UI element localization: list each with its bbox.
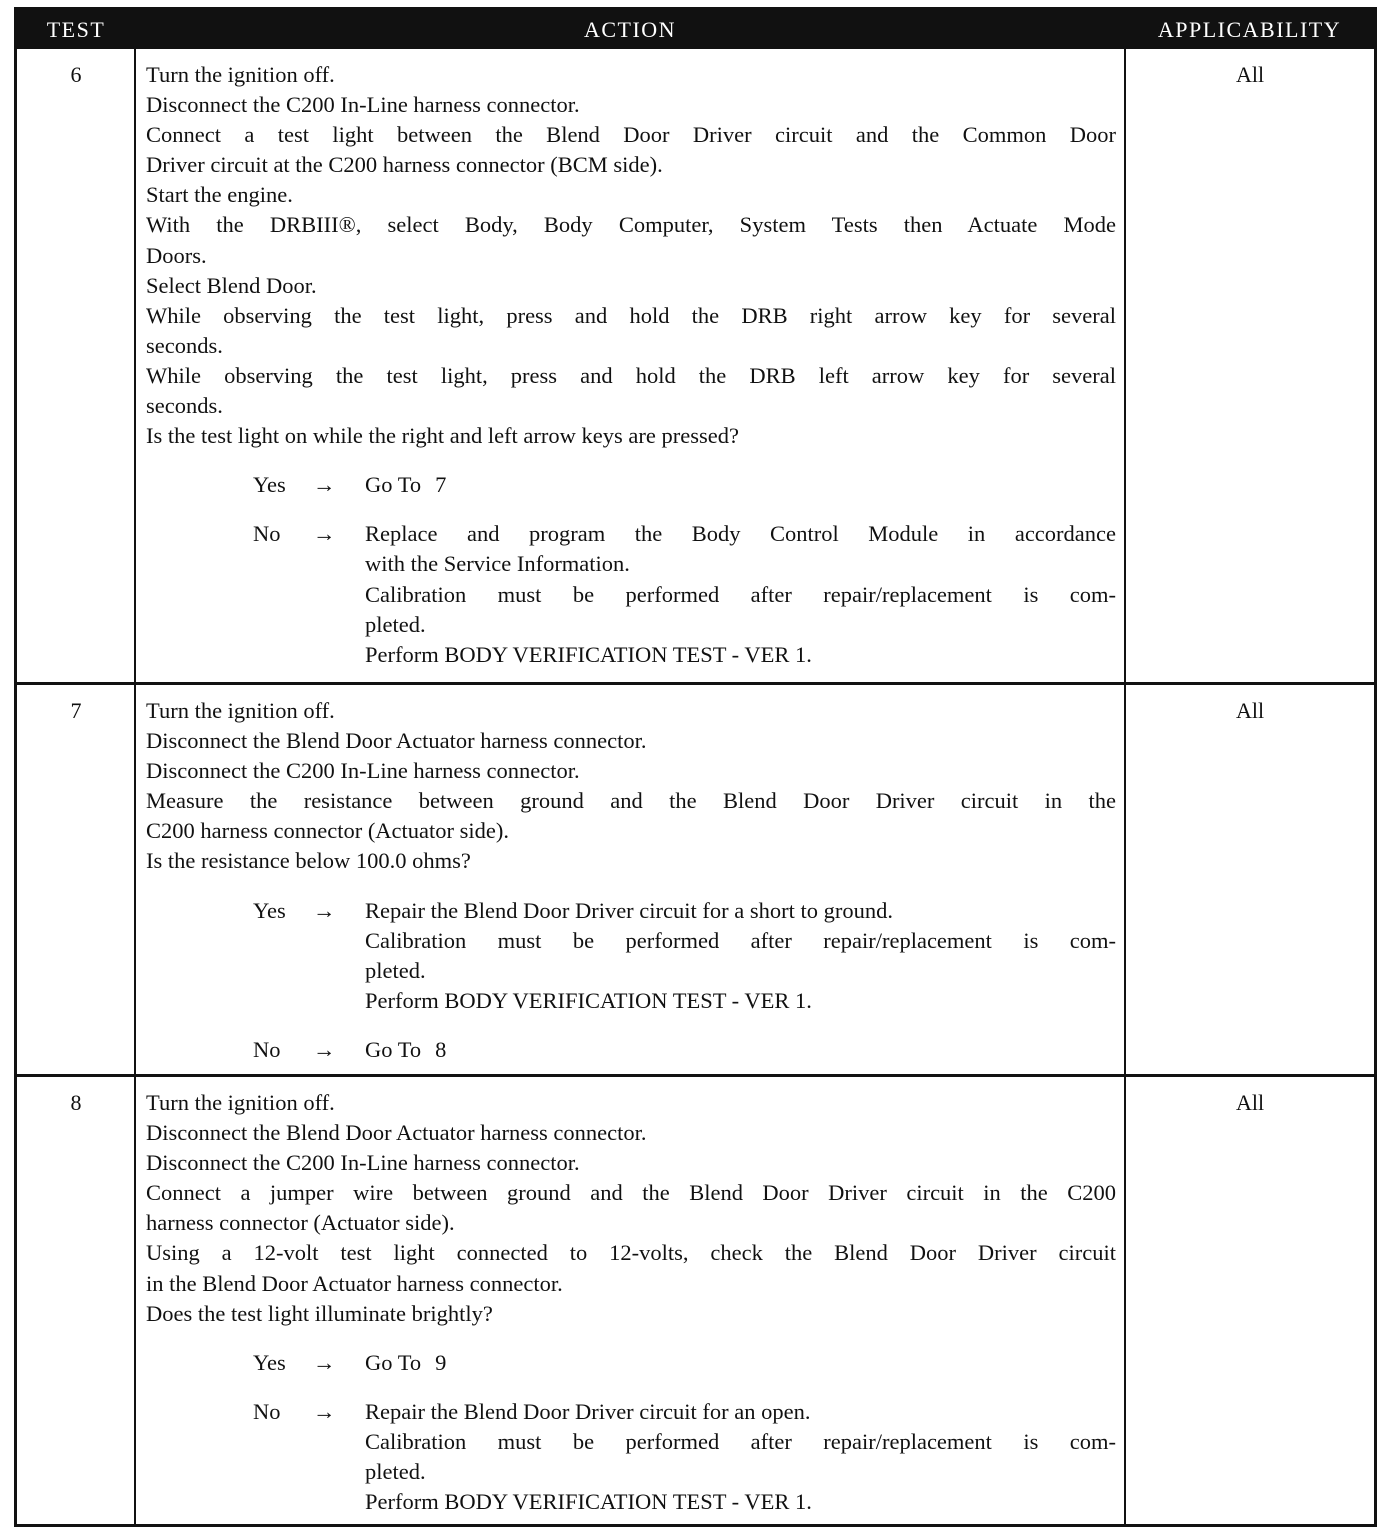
table-row-test-8 — [17, 1074, 1374, 1524]
action-step: Turn the ignition off. — [146, 62, 335, 87]
yes-label: Yes — [253, 472, 286, 498]
goto-number: 9 — [435, 1349, 447, 1375]
action-step: Does the test light illuminate brightly? — [146, 1300, 493, 1326]
action-step: Is the test light on while the right and left arrow keys are pressed? — [146, 423, 739, 449]
action-step: Turn the ignition off. — [146, 1090, 335, 1115]
column-divider — [134, 49, 136, 682]
yes-result — [146, 470, 1116, 500]
action-step: Measure the resistance between ground and the Blend Door Driver circuit in the — [146, 788, 1116, 814]
action-step: in the Blend Door Actuator harness connector. — [146, 1270, 563, 1296]
diagnostic-test-table — [14, 7, 1377, 1527]
test-number: 6 — [70, 62, 82, 87]
action-cell — [146, 1088, 1116, 1517]
result-line: pleted. — [365, 1459, 426, 1485]
table-row-test-7 — [17, 682, 1374, 1074]
result-instructions — [365, 896, 1116, 1016]
action-step: seconds. — [146, 393, 223, 419]
result-line: pleted. — [365, 611, 426, 637]
right-arrow-icon: → — [313, 1036, 336, 1062]
applicability-value: All — [1235, 698, 1265, 723]
header-action: ACTION — [583, 17, 677, 42]
action-cell — [146, 60, 1116, 670]
yes-result — [146, 896, 1116, 1016]
action-step: Doors. — [146, 242, 207, 268]
result-line: Calibration must be performed after repair/replacement is com- — [365, 927, 1116, 953]
action-step: Using a 12-volt test light connected to 12-volts, check the Blend Door Driver circuit — [146, 1240, 1116, 1266]
goto-number: 7 — [435, 472, 447, 498]
action-step: Connect a test light between the Blend Door Driver circuit and the Common Door — [146, 122, 1116, 148]
action-step: Select Blend Door. — [146, 272, 317, 298]
result-line: Replace and program the Body Control Module in accordance — [365, 521, 1116, 547]
yes-result — [146, 1348, 1116, 1378]
goto-instruction — [365, 1035, 1116, 1065]
right-arrow-icon: → — [313, 472, 336, 498]
goto-instruction — [365, 470, 1116, 500]
right-arrow-icon: → — [313, 521, 336, 547]
yes-label: Yes — [253, 897, 286, 923]
goto-text: Go To — [365, 1349, 422, 1375]
result-instructions — [365, 1397, 1116, 1517]
action-step: Connect a jumper wire between ground and the Blend Door Driver circuit in the C200 — [146, 1180, 1116, 1206]
action-step: seconds. — [146, 332, 223, 358]
action-step: Start the engine. — [146, 182, 293, 208]
applicability-value: All — [1235, 1090, 1265, 1115]
right-arrow-icon: → — [313, 897, 336, 923]
column-divider — [1124, 685, 1126, 1074]
result-line: Calibration must be performed after repair/replacement is com- — [365, 1428, 1116, 1454]
goto-text: Go To — [365, 1036, 422, 1062]
action-step: C200 harness connector (Actuator side). — [146, 818, 510, 844]
header-applicability: APPLICABILITY — [1157, 17, 1342, 42]
action-step: Disconnect the Blend Door Actuator harness connector. — [146, 728, 647, 754]
result-line: Repair the Blend Door Driver circuit for an open. — [365, 1398, 811, 1424]
column-divider — [134, 1077, 136, 1524]
header-test: TEST — [46, 17, 106, 42]
column-divider — [1124, 1077, 1126, 1524]
yes-label: Yes — [253, 1349, 286, 1375]
result-line: Repair the Blend Door Driver circuit for a short to ground. — [365, 897, 893, 923]
action-step: While observing the test light, press and hold the DRB right arrow key for several — [146, 302, 1116, 328]
no-result — [146, 519, 1116, 669]
no-label: No — [253, 1036, 281, 1062]
action-step: Disconnect the C200 In-Line harness connector. — [146, 92, 580, 118]
right-arrow-icon: → — [313, 1398, 336, 1424]
goto-number: 8 — [435, 1036, 447, 1062]
action-step: With the DRBIII®, select Body, Body Computer, System Tests then Actuate Mode — [146, 212, 1116, 238]
table-row-test-6 — [17, 49, 1374, 682]
action-step: Disconnect the Blend Door Actuator harness connector. — [146, 1120, 647, 1146]
no-result — [146, 1397, 1116, 1517]
action-step: Disconnect the C200 In-Line harness connector. — [146, 1150, 580, 1176]
goto-instruction — [365, 1348, 1116, 1378]
applicability-value: All — [1235, 62, 1265, 87]
action-step: harness connector (Actuator side). — [146, 1210, 455, 1236]
action-step: Disconnect the C200 In-Line harness connector. — [146, 758, 580, 784]
no-result — [146, 1035, 1116, 1065]
goto-text: Go To — [365, 472, 422, 498]
result-line: Perform BODY VERIFICATION TEST - VER 1. — [365, 1489, 812, 1515]
action-cell — [146, 696, 1116, 1065]
table-header — [17, 10, 1374, 49]
action-step: Driver circuit at the C200 harness connector (BCM side). — [146, 152, 663, 178]
action-step: Is the resistance below 100.0 ohms? — [146, 848, 471, 874]
result-line: with the Service Information. — [365, 551, 630, 577]
result-line: Calibration must be performed after repair/replacement is com- — [365, 581, 1116, 607]
no-label: No — [253, 1398, 281, 1424]
result-line: Perform BODY VERIFICATION TEST - VER 1. — [365, 641, 812, 667]
test-number: 8 — [70, 1090, 82, 1115]
result-instructions — [365, 519, 1116, 669]
no-label: No — [253, 521, 281, 547]
column-divider — [1124, 49, 1126, 682]
action-step: Turn the ignition off. — [146, 698, 335, 723]
test-number: 7 — [70, 698, 82, 723]
right-arrow-icon: → — [313, 1349, 336, 1375]
action-step: While observing the test light, press and hold the DRB left arrow key for several — [146, 362, 1116, 388]
result-line: pleted. — [365, 957, 426, 983]
result-line: Perform BODY VERIFICATION TEST - VER 1. — [365, 987, 812, 1013]
column-divider — [134, 685, 136, 1074]
